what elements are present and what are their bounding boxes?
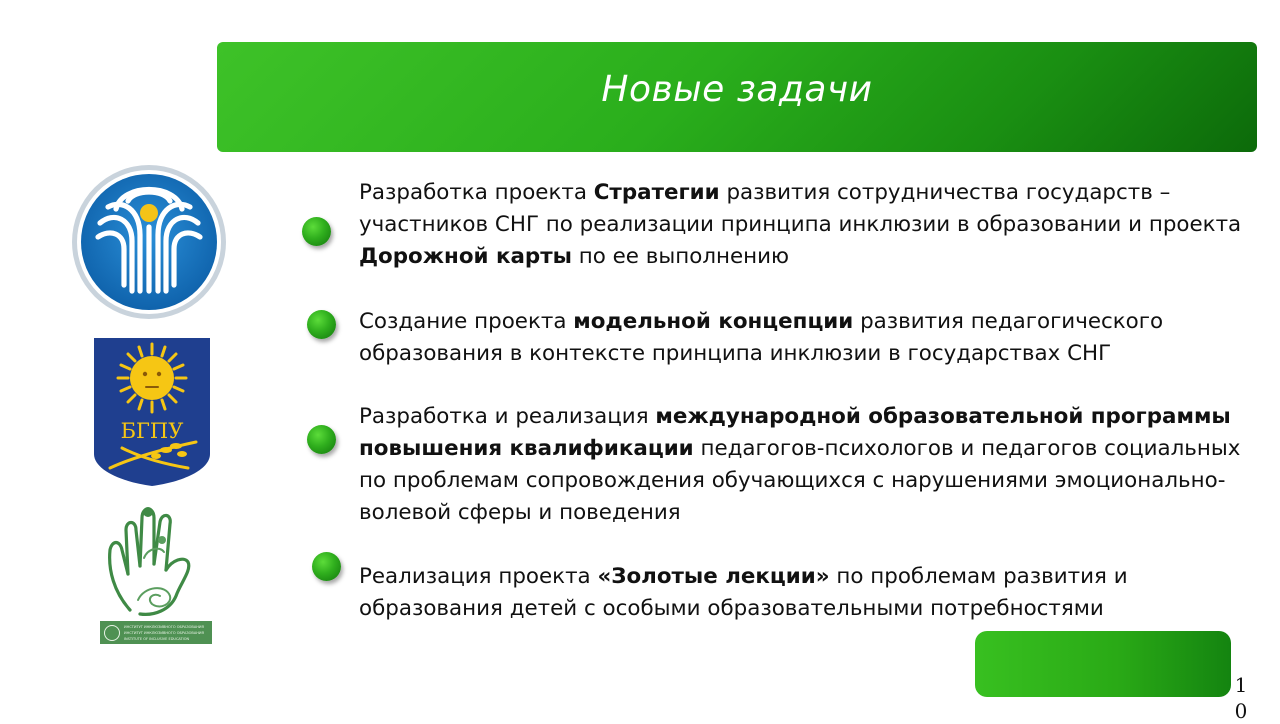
hands-icon — [100, 500, 212, 620]
institute-name-plaque — [100, 621, 212, 644]
item-emphasis: «Золотые лекции» — [597, 564, 830, 589]
title-banner — [217, 42, 1257, 152]
item-emphasis: модельной концепции — [573, 309, 854, 334]
page-number: 10 — [1234, 673, 1248, 723]
decorative-green-box — [975, 631, 1231, 697]
item-emphasis: Стратегии — [593, 180, 720, 205]
bullet-point-icon — [307, 310, 336, 339]
bullet-point-icon — [312, 552, 341, 581]
bullet-point-icon — [302, 217, 331, 246]
task-item-golden-lectures: Реализация проекта «Золотые лекции» по проблемам развития и образования детей с особыми образовательными потребностями — [359, 564, 1128, 621]
plaque-line-1: ИНСТИТУТ ИНКЛЮЗИВНОГО ОБРАЗОВАНИЯ — [124, 624, 204, 629]
item-emphasis: международной образовательной программы повышения квалификации — [359, 404, 1231, 461]
task-item-strategy: Разработка проекта Стратегии развития сотрудничества государств – участников СНГ по реализации принципа инклюзии в образовании и проекта Дорожной карты по ее выполнению — [359, 180, 1242, 269]
item-emphasis: Дорожной карты — [359, 244, 572, 269]
cis-emblem-logo — [70, 163, 228, 321]
plaque-line-2: ИНСТИТУТ ИНКЛЮЗИВНОГО ОБРАЗОВАНИЯ — [124, 630, 204, 635]
task-item-model-concept: Создание проекта модельной концепции развития педагогического образования в контексте принципа инклюзии в государствах СНГ — [359, 309, 1164, 366]
university-seal-icon — [104, 625, 120, 641]
bspu-coat-of-arms-logo — [92, 336, 212, 486]
inclusive-education-institute-logo — [100, 500, 212, 646]
task-item-training-program: Разработка и реализация международной образовательной программы повышения квалификации педагогов-психологов и педагогов социальных по проблемам сопровождения обучающихся с нарушениями эмоционально-волевой сферы и поведения — [359, 404, 1241, 525]
slide-title: Новые задачи — [601, 68, 873, 110]
bspu-logo-text: БГПУ — [120, 419, 184, 443]
bullet-point-icon — [307, 425, 336, 454]
plaque-line-3: INSTITUTE OF INCLUSIVE EDUCATION — [124, 636, 190, 641]
